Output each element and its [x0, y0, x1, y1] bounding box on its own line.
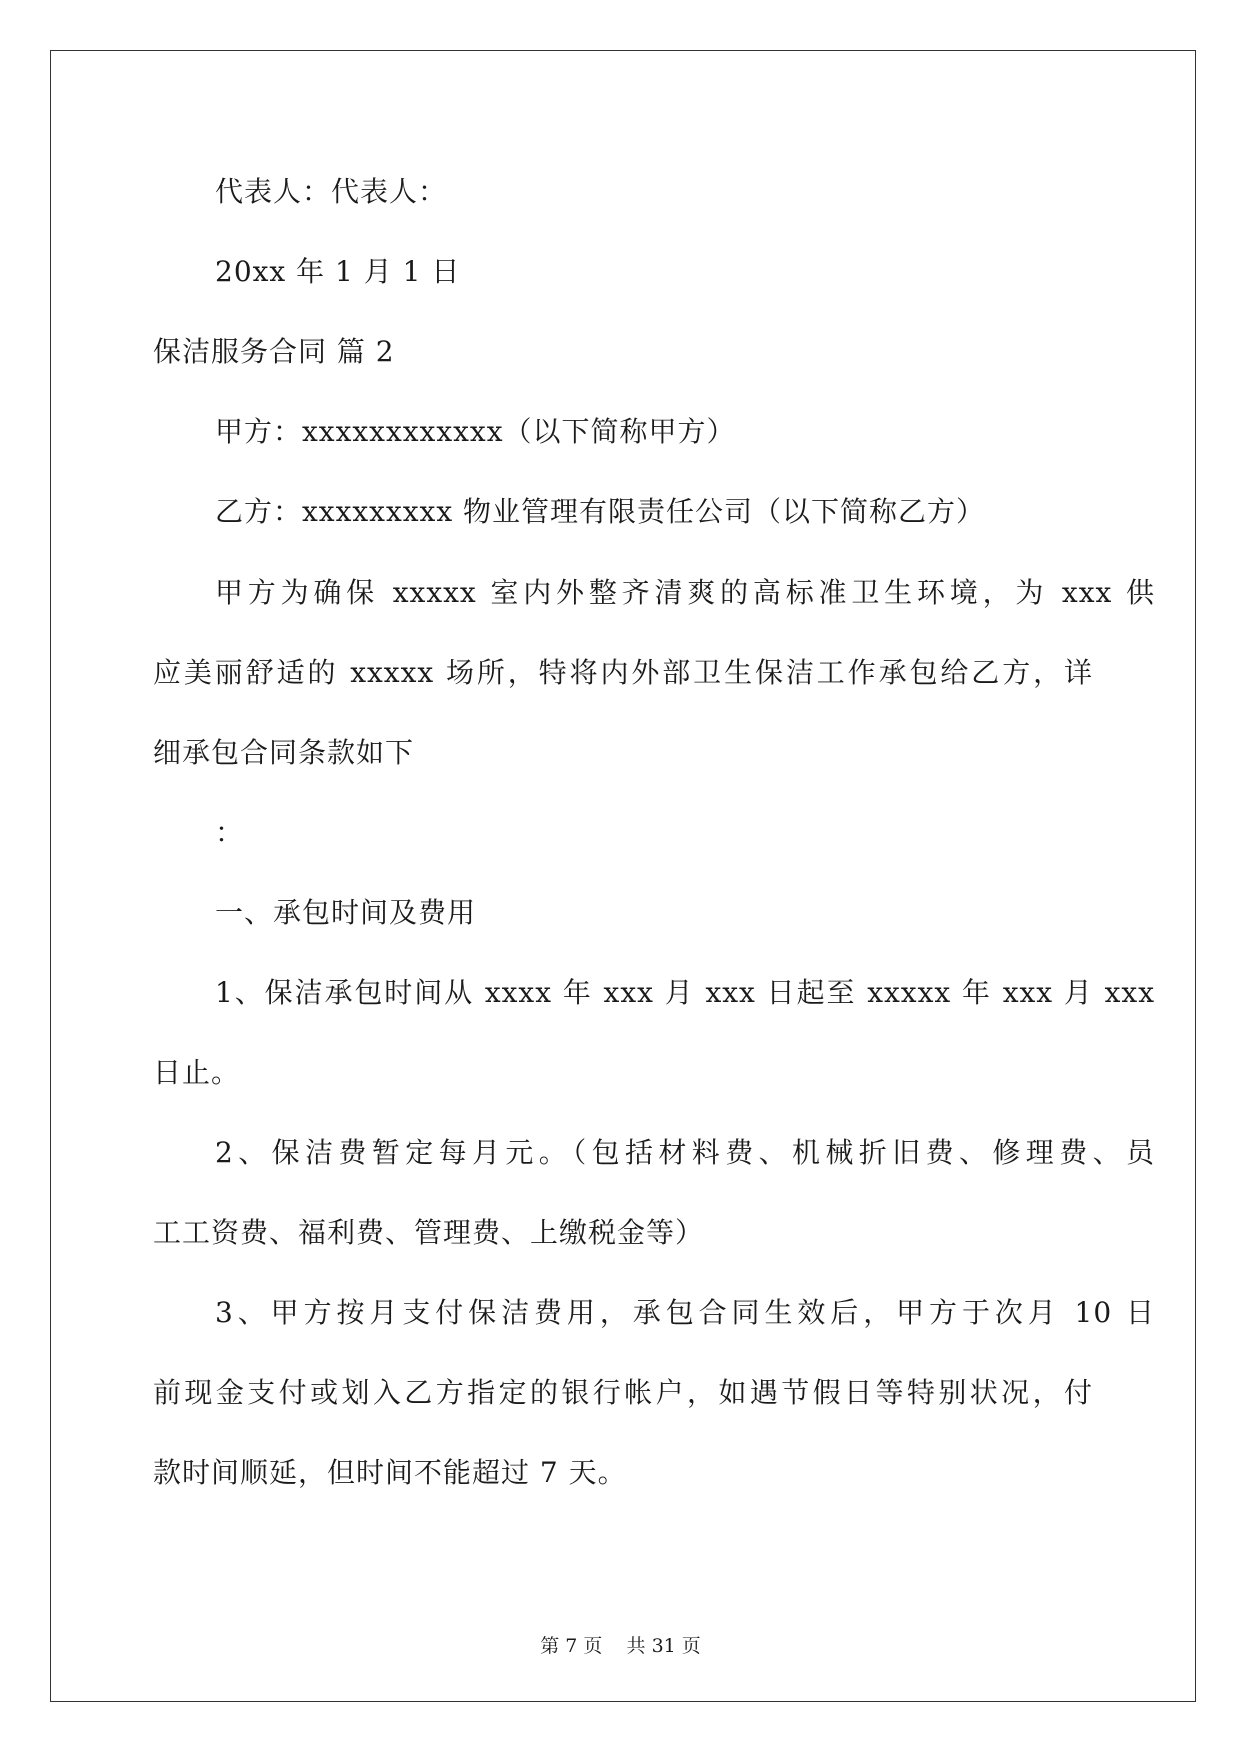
party-b: 乙方：xxxxxxxxx 物业管理有限责任公司（以下简称乙方）: [215, 495, 986, 528]
paragraph-line: 应美丽舒适的 xxxxx 场所，特将内外部卫生保洁工作承包给乙方，详: [153, 656, 1093, 689]
clause-line: 2、保洁费暂定每月元。（包括材料费、机械折旧费、修理费、员: [215, 1136, 1155, 1169]
party-a: 甲方：xxxxxxxxxxxx（以下简称甲方）: [215, 415, 736, 448]
paragraph-line: 甲方为确保 xxxxx 室内外整齐清爽的高标准卫生环境，为 xxx 供: [215, 576, 1155, 609]
signature-date: 20xx 年 1 月 1 日: [215, 255, 461, 288]
clause-line: 3、甲方按月支付保洁费用，承包合同生效后，甲方于次月 10 日: [215, 1296, 1155, 1329]
paragraph-line: ：: [215, 816, 245, 849]
clause-line: 1、保洁承包时间从 xxxx 年 xxx 月 xxx 日起至 xxxxx 年 xxx 月 xxx: [215, 976, 1155, 1009]
clause-line: 日止。: [153, 1056, 241, 1089]
section-heading: 保洁服务合同 篇 2: [153, 335, 395, 368]
clause-line: 款时间顺延，但时间不能超过 7 天。: [153, 1456, 627, 1489]
page-footer: 第 7 页 共 31 页: [540, 1635, 701, 1657]
clause-line: 前现金支付或划入乙方指定的银行帐户，如遇节假日等特别状况，付: [153, 1376, 1093, 1409]
clause-line: 工工资费、福利费、管理费、上缴税金等）: [153, 1216, 705, 1249]
paragraph-line: 细承包合同条款如下: [153, 736, 415, 769]
clause-heading: 一、承包时间及费用: [215, 896, 477, 929]
signature-representatives: 代表人：代表人：: [215, 175, 448, 208]
